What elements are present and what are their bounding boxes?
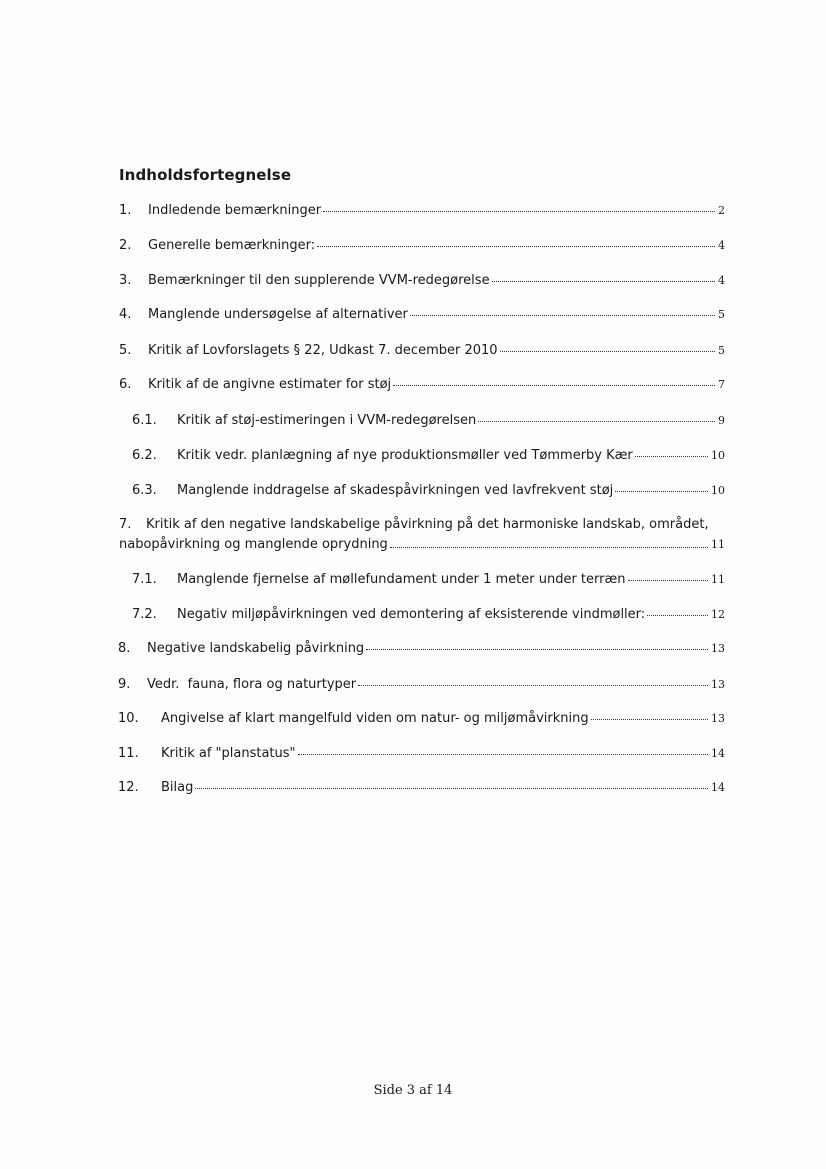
toc-entry-text: Generelle bemærkninger: [148,238,316,253]
toc-entry-page: 9 [718,414,725,427]
toc-entry-text: Kritik vedr. planlægning af nye produktionsmøller ved Tømmerby Kær [177,448,633,463]
toc-entry-text: Manglende undersøgelse af alternativer [148,307,408,322]
toc-dot-leader [635,455,708,457]
toc-subentry[interactable] [132,413,725,429]
toc-entry-number: 12. [118,780,139,795]
toc-dot-leader [492,280,715,282]
toc-entry-number: 6.2. [132,448,157,463]
toc-entry-text: Angivelse af klart mangelfuld viden om natur- og miljømåvirkning [161,711,589,726]
toc-entry-text: Negativ miljøpåvirkningen ved demontering af eksisterende vindmøller: [177,607,646,622]
toc-entry-number: 10. [118,711,139,726]
toc-entry-number: 4. [119,307,132,322]
toc-entry[interactable] [118,677,725,693]
toc-entry-page: 14 [711,781,725,794]
toc-entry-text: Manglende inddragelse af skadespåvirkningen ved lavfrekvent støj [177,483,614,498]
toc-entry[interactable] [119,343,725,359]
toc-dot-leader [393,384,715,386]
toc-entry-number: 8. [118,641,131,656]
toc-entry-multiline[interactable] [119,515,725,555]
toc-entry[interactable] [119,238,725,254]
toc-entry-number: 7.1. [132,572,157,587]
toc-entry-number: 11. [118,746,139,761]
toc-dot-leader [500,350,715,352]
toc-dot-leader [317,245,715,247]
toc-entry-page: 5 [718,344,725,357]
toc-entry-number: 6.1. [132,413,157,428]
toc-entry-text: Kritik af den negative landskabelige påvirkning på det harmoniske landskab, området, [146,517,709,532]
toc-entry-page: 11 [711,573,725,586]
toc-entry-text: Bilag [161,780,194,795]
toc-entry-text: Indledende bemærkninger [148,203,322,218]
toc-entry[interactable] [119,307,725,323]
toc-entry-number: 9. [118,677,131,692]
toc-title: Indholdsfortegnelse [119,166,292,184]
toc-entry-text: Kritik af støj-estimeringen i VVM-redegørelsen [177,413,477,428]
toc-entry-page: 10 [711,484,725,497]
toc-entry-text: Bemærkninger til den supplerende VVM-redegørelse [148,273,490,288]
toc-entry-text: Kritik af Lovforslagets § 22, Udkast 7. december 2010 [148,343,498,358]
toc-entry-page: 10 [711,449,725,462]
toc-entry[interactable] [119,273,725,289]
toc-dot-leader [615,490,708,492]
toc-entry[interactable] [118,746,725,762]
toc-dot-leader [410,314,715,316]
toc-entry-page: 13 [711,642,725,655]
toc-dot-leader [298,753,708,755]
toc-entry-page: 14 [711,747,725,760]
toc-entry-line1 [119,515,725,535]
toc-entry-number: 7.2. [132,607,157,622]
toc-entry-text-continued: nabopåvirkning og manglende oprydning [119,537,388,552]
toc-entry-page: 2 [718,204,725,217]
toc-entry-page: 5 [718,308,725,321]
toc-subentry[interactable] [132,448,725,464]
toc-dot-leader [390,546,708,548]
toc-entry-number: 6. [119,377,132,392]
toc-entry[interactable] [118,711,725,727]
toc-entry-number: 1. [119,203,132,218]
toc-entry-text: Kritik af de angivne estimater for støj [148,377,392,392]
toc-entry-number: 5. [119,343,132,358]
toc-dot-leader [366,648,708,650]
toc-entry-line2 [119,535,725,555]
toc-dot-leader [591,718,708,720]
toc-entry-number: 2. [119,238,132,253]
toc-entry-page: 4 [718,274,725,287]
toc-entry-number: 3. [119,273,132,288]
toc-subentry[interactable] [132,607,725,623]
toc-subentry[interactable] [132,483,725,499]
toc-entry[interactable] [118,641,725,657]
toc-entry-number: 7. [119,517,132,532]
toc-entry-text: Vedr. fauna, flora og naturtyper [147,677,357,692]
toc-dot-leader [323,210,715,212]
toc-dot-leader [478,420,715,422]
toc-dot-leader [195,787,708,789]
toc-entry-page: 11 [711,538,725,551]
toc-entry-number: 6.3. [132,483,157,498]
toc-entry-text: Kritik af "planstatus" [161,746,296,761]
toc-entry-text: Negative landskabelig påvirkning [147,641,365,656]
toc-dot-leader [628,579,709,581]
toc-entry-page: 7 [718,378,725,391]
toc-entry[interactable] [119,377,725,393]
toc-entry-page: 13 [711,678,725,691]
toc-entry-page: 4 [718,239,725,252]
page-footer: Side 3 af 14 [373,1083,453,1098]
toc-entry-page: 12 [711,608,725,621]
toc-dot-leader [647,614,708,616]
toc-dot-leader [358,684,708,686]
toc-entry-page: 13 [711,712,725,725]
toc-subentry[interactable] [132,572,725,588]
toc-entry-text: Manglende fjernelse af møllefundament under 1 meter under terræn [177,572,626,587]
toc-entry[interactable] [118,780,725,796]
toc-entry[interactable] [119,203,725,219]
